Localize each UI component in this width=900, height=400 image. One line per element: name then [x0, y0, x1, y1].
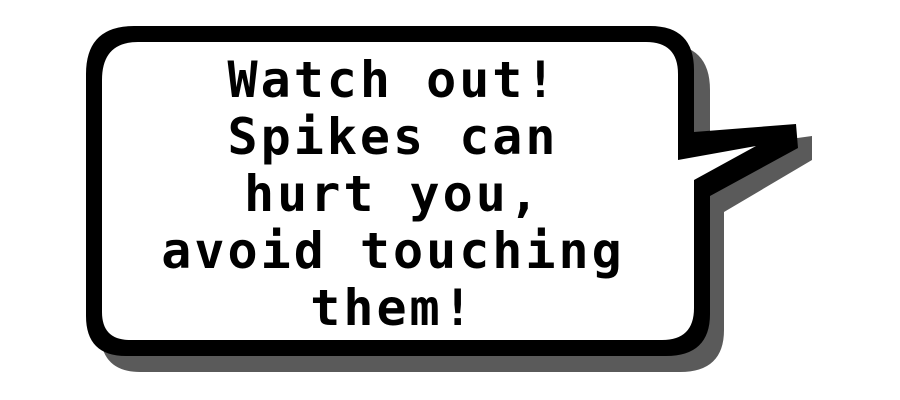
dialog-text — [108, 44, 678, 344]
dialog-line-2: Spikes can — [227, 107, 559, 166]
dialog-line-1: Watch out! — [227, 50, 559, 109]
dialog-line-5: them! — [310, 278, 476, 337]
dialog-line-4: avoid touching — [161, 221, 625, 280]
dialog-line-3: hurt you, — [244, 164, 542, 223]
